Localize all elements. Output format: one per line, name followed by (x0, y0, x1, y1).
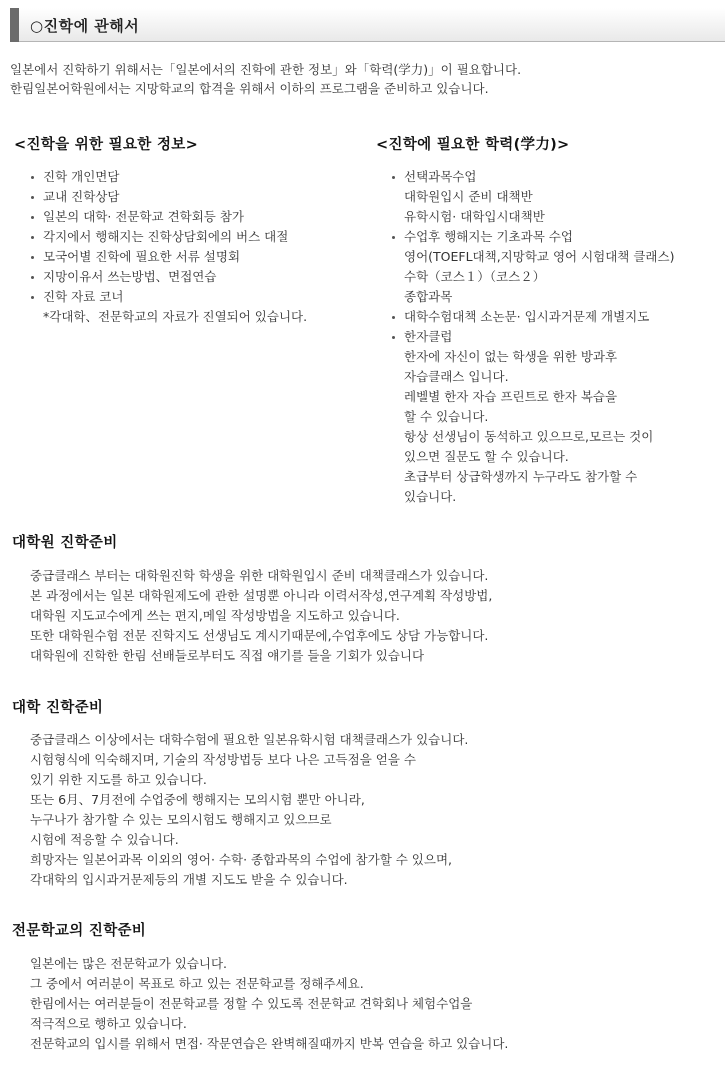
title-bar (10, 8, 725, 42)
paragraph-line: 중급클래스 부터는 대학원진학 학생을 위한 대학원입시 준비 대책클래스가 있습니다. (30, 568, 489, 583)
list-item (391, 327, 674, 507)
list-subline: 초급부터 상급학생까지 누구라도 참가할 수 (404, 469, 638, 484)
vocational-section-heading: 전문학교의 진학준비 (12, 923, 147, 939)
list-item-label: 수업후 행해지는 기초과목 수업 (404, 229, 573, 244)
paragraph-line: 또한 대학원수험 전문 진학지도 선생님도 계시기때문에,수업후에도 상담 가능합니다. (30, 628, 489, 643)
list-subline: 있으면 질문도 할 수 있습니다. (404, 449, 569, 464)
paragraph-line: 시험에 적응할 수 있습니다. (30, 832, 179, 847)
paragraph-line: 한림에서는 여러분들이 전문학교를 정할 수 있도록 전문학교 견학회나 체험수업을 (30, 996, 473, 1011)
university-section-body (30, 730, 468, 890)
vocational-section-body (30, 954, 508, 1054)
paragraph-line: 일본에는 많은 전문학교가 있습니다. (30, 956, 228, 971)
intro-text (10, 60, 521, 98)
page-title: ○진학에 관해서 (30, 17, 140, 35)
list-subline: 유학시험· 대학입시대책반 (404, 209, 545, 224)
list-subline: 있습니다. (404, 489, 457, 504)
intro-line: 한림일본어학원에서는 지망학교의 합격을 위해서 이하의 프로그램을 준비하고 있습니다. (10, 81, 489, 96)
list-subline: 수학（코스１）（코스２） (404, 269, 546, 284)
list-item (391, 307, 674, 327)
paragraph-line: 각대학의 입시과거문제등의 개별 지도도 받을 수 있습니다. (30, 872, 348, 887)
paragraph-line: 중급클래스 이상에서는 대학수험에 필요한 일본유학시험 대책클래스가 있습니다. (30, 732, 469, 747)
left-column-list (30, 167, 307, 327)
list-item: 진학 자료 코너 (30, 287, 307, 307)
paragraph-line: 적극적으로 행하고 있습니다. (30, 1016, 187, 1031)
paragraph-line: 본 과정에서는 일본 대학원제도에 관한 설명뿐 아니라 이력서작성,연구계획 작성방법, (30, 588, 493, 603)
paragraph-line: 희망자는 일본어과목 이외의 영어· 수학· 종합과목의 수업에 참가할 수 있으며, (30, 852, 453, 867)
list-item (391, 227, 674, 307)
list-note: *각대학、전문학교의 자료가 진열되어 있습니다. (43, 309, 308, 324)
graduate-section-heading: 대학원 진학준비 (12, 535, 118, 551)
paragraph-line: 대학원 지도교수에게 쓰는 편지,메일 작성방법을 지도하고 있습니다. (30, 608, 400, 623)
list-subline: 한자에 자신이 없는 학생을 위한 방과후 (404, 349, 618, 364)
list-item: 각지에서 행해지는 진학상담회에의 버스 대절 (30, 227, 307, 247)
list-subline: 할 수 있습니다. (404, 409, 489, 424)
list-item: 일본의 대학· 전문학교 견학회등 참가 (30, 207, 307, 227)
list-subline: 레벨별 한자 자습 프린트로 한자 복습을 (404, 389, 618, 404)
left-column-heading: <진학을 위한 필요한 정보> (14, 137, 199, 153)
list-item: 진학 개인면담 (30, 167, 307, 187)
list-item: 모국어별 진학에 필요한 서류 설명회 (30, 247, 307, 267)
title-accent-bar (10, 8, 19, 42)
list-subline: 항상 선생님이 동석하고 있으므로,모르는 것이 (404, 429, 654, 444)
right-column-heading: <진학에 필요한 학력(学力)> (376, 137, 570, 153)
graduate-section-body (30, 566, 492, 666)
paragraph-line: 전문학교의 입시를 위해서 면접· 작문연습은 완벽해질때까지 반복 연습을 하고 있습니다. (30, 1036, 509, 1051)
list-item-label: 한자클럽 (404, 329, 453, 344)
paragraph-line: 있기 위한 지도를 하고 있습니다. (30, 772, 207, 787)
paragraph-line: 또는 6月、7月전에 수업중에 행해지는 모의시험 뿐만 아니라, (30, 792, 365, 807)
list-subline: 자습클래스 입니다. (404, 369, 509, 384)
list-item: 지망이유서 쓰는방법、면접연습 (30, 267, 307, 287)
university-section-heading: 대학 진학준비 (12, 700, 104, 716)
list-item (391, 167, 674, 227)
list-item-label: 선택과목수업 (404, 169, 477, 184)
intro-line: 일본에서 진학하기 위해서는「일본에서의 진학에 관한 정보」와「학력(学力)」이 필요합니다. (10, 62, 522, 77)
right-column-list (391, 167, 674, 507)
paragraph-line: 시험형식에 익숙해지며, 기술의 작성방법등 보다 나은 고득점을 얻을 수 (30, 752, 416, 767)
list-subline: 영어(TOEFL대책,지망학교 영어 시험대책 클래스) (404, 249, 675, 264)
list-subline: 종합과목 (404, 289, 453, 304)
list-subline: 대학원입시 준비 대책반 (404, 189, 533, 204)
list-item: 교내 진학상담 (30, 187, 307, 207)
paragraph-line: 그 중에서 여러분이 목표로 하고 있는 전문학교를 정해주세요. (30, 976, 364, 991)
paragraph-line: 누구나가 참가할 수 있는 모의시험도 행해지고 있으므로 (30, 812, 332, 827)
list-item-label: 대학수험대책 소논문· 입시과거문제 개별지도 (404, 309, 650, 324)
paragraph-line: 대학원에 진학한 한림 선배들로부터도 직접 얘기를 들을 기회가 있습니다 (30, 648, 425, 663)
